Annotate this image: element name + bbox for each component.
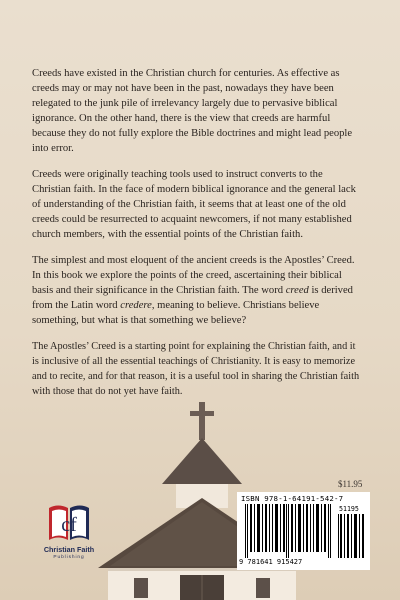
cross-vertical xyxy=(199,402,205,440)
price: $11.95 xyxy=(338,479,363,489)
logo-letters: cf xyxy=(61,514,77,536)
isbn-barcode xyxy=(237,492,370,570)
paragraph-3-lead: The simplest and most eloquent of the ancient creeds is the Apostles’ Creed. In this book we explore the points of the creed, ascertaining their biblical basis and their significance in the Christian faith. The word xyxy=(32,255,355,296)
word-credere: credere xyxy=(120,300,152,311)
publisher-logo xyxy=(34,500,104,572)
back-cover-text xyxy=(32,66,364,410)
paragraph-4: The Apostles’ Creed is a starting point for explaining the Christian faith, and it is inclusive of all the essential teachings of Christianity. It is easy to memorize and to recite, and for that reason, it is a useful tool in sharing the Christian faith with those that do not yet have faith. xyxy=(32,341,360,397)
paragraph-2: Creeds were originally teaching tools used to instruct converts to the Christian faith. In the face of modern biblical ignorance and the general lack of understanding of the Christian faith, it seems that at least one of the old creeds could be resurrected to acquaint newcomers, if not many established church members, with the essential points of the Christian faith. xyxy=(32,169,356,240)
barcode-bars xyxy=(241,504,335,558)
barcode-digits: 9 781641 915427 xyxy=(239,558,303,566)
church-window-left xyxy=(134,578,148,598)
publisher-name: Christian Faith xyxy=(43,545,95,554)
paragraph-3 xyxy=(32,253,364,328)
church-window-right xyxy=(256,578,270,598)
book-logo-icon xyxy=(46,500,92,544)
publisher-subtitle: Publishing xyxy=(53,555,85,560)
barcode-addon-bars xyxy=(337,514,367,558)
paragraph-3-tail: , meaning to believe. Christians believe something, but what is that something we believe? xyxy=(32,300,320,326)
paragraph-3-mid: is derived from the Latin word xyxy=(32,285,353,311)
isbn-number: ISBN 978-1-64191-542-7 xyxy=(241,494,344,503)
cross-horizontal xyxy=(190,411,214,416)
steeple-roof xyxy=(162,438,242,484)
word-creed: creed xyxy=(285,285,309,296)
paragraph-1: Creeds have existed in the Christian church for centuries. As effective as creeds may or may not have been in the past, nowadays they have been relegated to the junk pile of irrelevancy largely due to pervasive biblical ignorance. On the other hand, there is the view that creeds are harmful because they do not fully explore the Bible doctrines and might lead people into error. xyxy=(32,68,353,154)
barcode-addon-number: 51195 xyxy=(339,505,359,513)
